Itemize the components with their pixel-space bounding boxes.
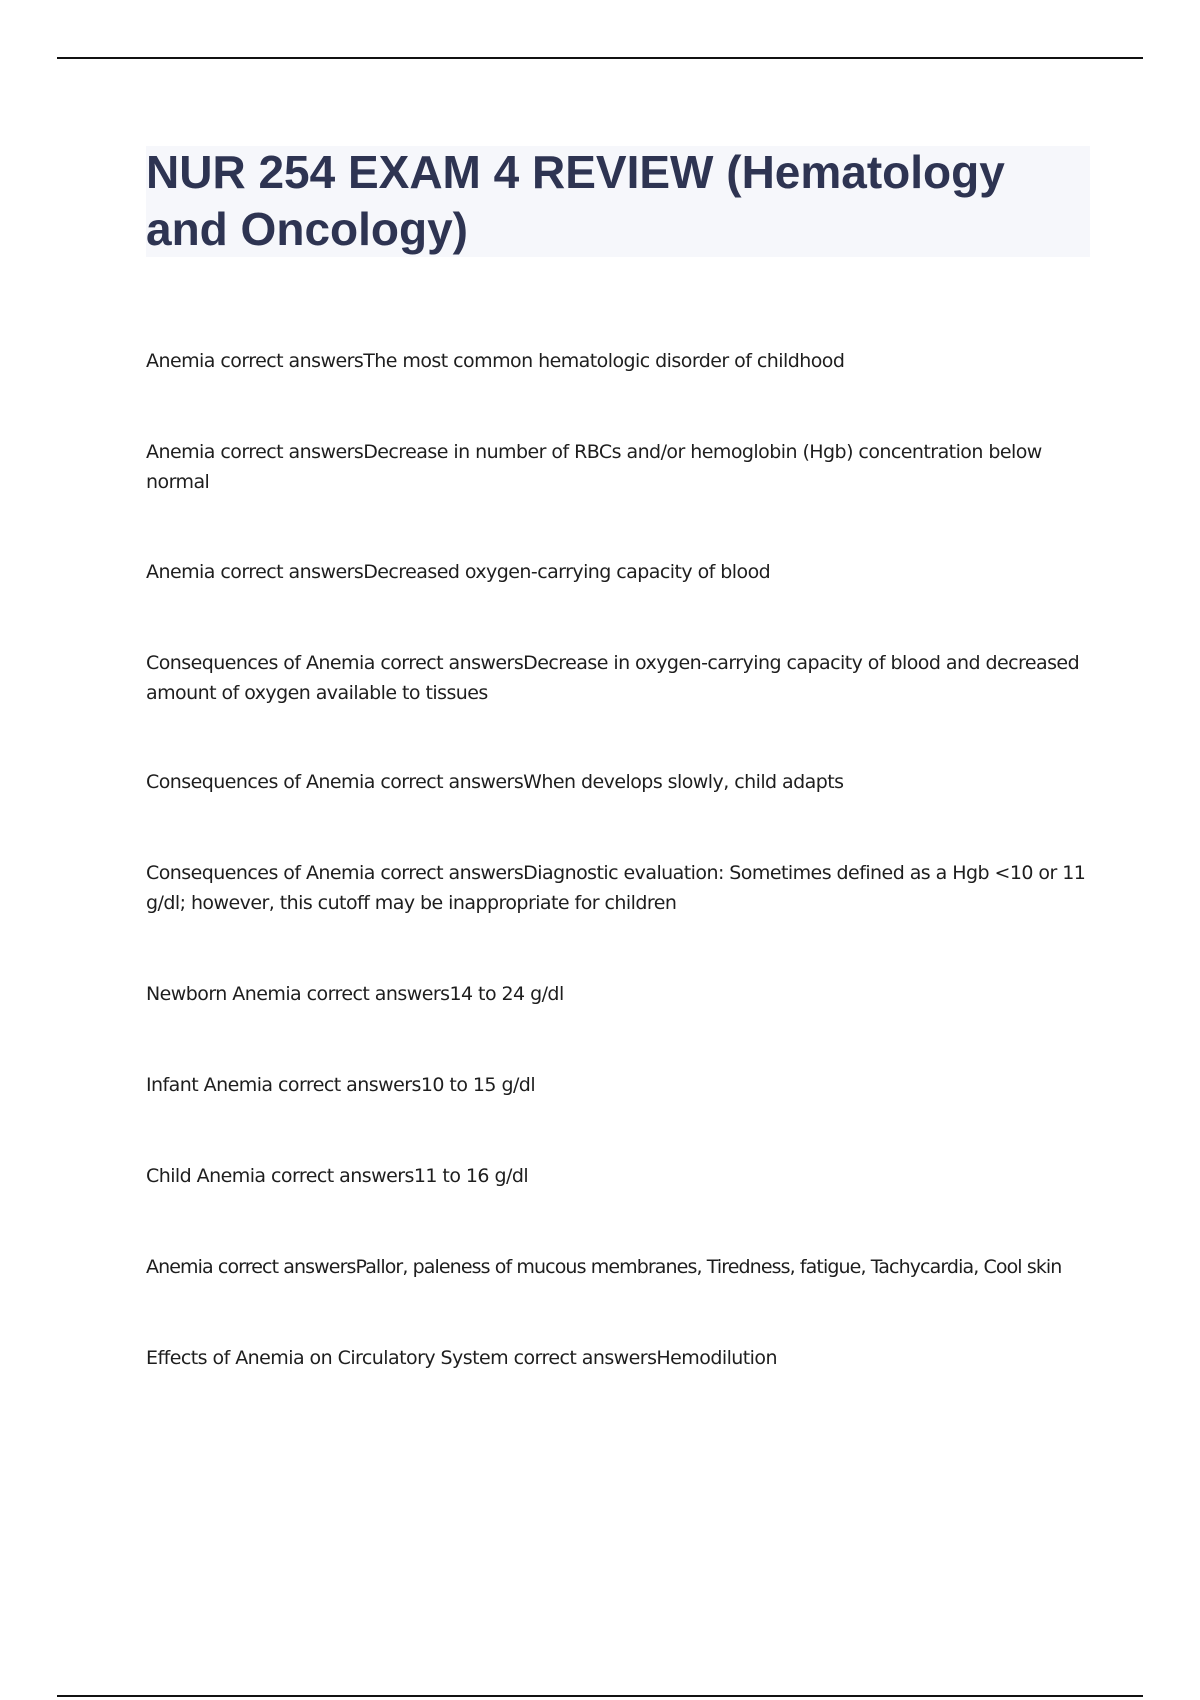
document-title: NUR 254 EXAM 4 REVIEW (Hematology and Oncology) bbox=[146, 146, 1005, 255]
flashcard-item: Effects of Anemia on Circulatory System correct answersHemodilution bbox=[146, 1347, 777, 1369]
flashcard-item: Infant Anemia correct answers10 to 15 g/dl bbox=[146, 1074, 536, 1096]
flashcard-item: Child Anemia correct answers11 to 16 g/dl bbox=[146, 1165, 529, 1187]
flashcard-item: Consequences of Anemia correct answersDecrease in oxygen-carrying capacity of blood and decreased amount of oxygen available to tissues bbox=[146, 652, 1080, 704]
flashcard-item: Anemia correct answersDecrease in number of RBCs and/or hemoglobin (Hgb) concentration below normal bbox=[146, 441, 1042, 493]
flashcard-item: Consequences of Anemia correct answersDiagnostic evaluation: Sometimes defined as a Hgb <10 or 11 g/dl; however, this cutoff may be inappropriate for children bbox=[146, 862, 1086, 914]
top-rule bbox=[57, 57, 1143, 59]
flashcard-item: Newborn Anemia correct answers14 to 24 g/dl bbox=[146, 983, 564, 1005]
bottom-rule bbox=[57, 1695, 1143, 1697]
flashcard-item: Anemia correct answersDecreased oxygen-carrying capacity of blood bbox=[146, 561, 771, 583]
flashcard-item: Consequences of Anemia correct answersWhen develops slowly, child adapts bbox=[146, 771, 844, 793]
flashcard-item: Anemia correct answersThe most common hematologic disorder of childhood bbox=[146, 350, 845, 372]
flashcard-item: Anemia correct answersPallor, paleness of mucous membranes, Tiredness, fatigue, Tachycardia, Cool skin bbox=[146, 1256, 1062, 1278]
